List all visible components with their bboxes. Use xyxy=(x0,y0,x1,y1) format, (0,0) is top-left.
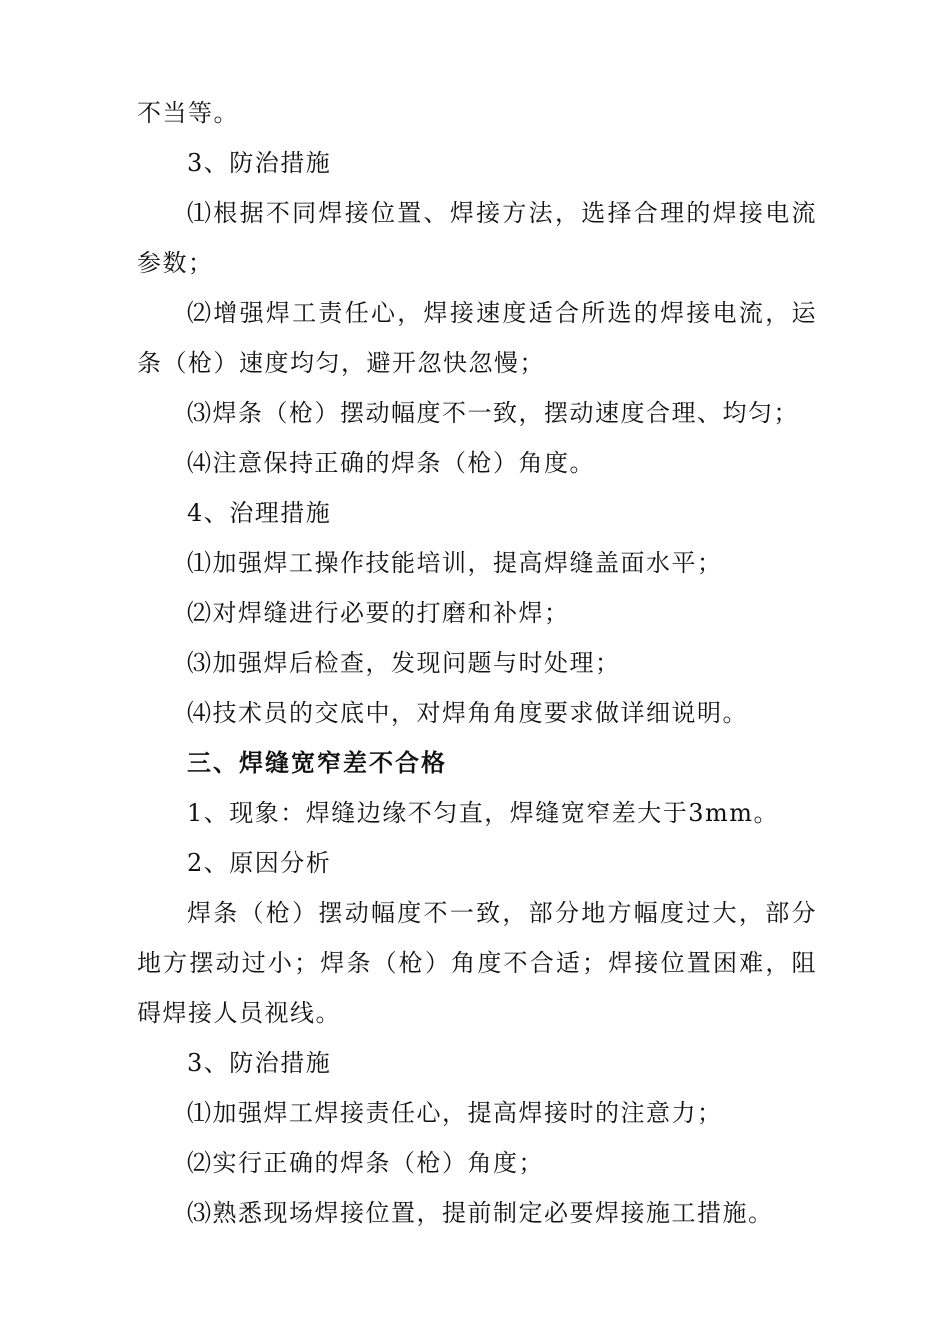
paragraph-continuation: 不当等。 xyxy=(137,99,239,127)
list-item: ⑵增强焊工责任心，焊接速度适合所选的焊接电流，运条（枪）速度均匀，避开忽快忽慢； xyxy=(137,299,817,377)
list-item: ⑶熟悉现场焊接位置，提前制定必要焊接施工措施。 xyxy=(187,1199,774,1227)
phenomenon-paragraph: 1、现象：焊缝边缘不匀直，焊缝宽窄差大于3mm。 xyxy=(187,799,780,827)
list-item: ⑷技术员的交底中，对焊角角度要求做详细说明。 xyxy=(187,699,748,727)
list-item: ⑴加强焊工焊接责任心，提高焊接时的注意力； xyxy=(187,1099,723,1127)
list-item: ⑷注意保持正确的焊条（枪）角度。 xyxy=(187,449,595,477)
section-heading-cause: 2、原因分析 xyxy=(187,849,332,877)
section-heading-prevention: 3、防治措施 xyxy=(187,1049,332,1077)
list-item: ⑵对焊缝进行必要的打磨和补焊； xyxy=(187,599,570,627)
list-item: ⑶加强焊后检查，发现问题与时处理； xyxy=(187,649,621,677)
list-item: ⑴加强焊工操作技能培训，提高焊缝盖面水平； xyxy=(187,549,723,577)
list-item: ⑴根据不同焊接位置、焊接方法，选择合理的焊接电流参数； xyxy=(137,199,817,277)
chapter-heading: 三、焊缝宽窄差不合格 xyxy=(187,749,447,777)
section-heading-treatment: 4、治理措施 xyxy=(187,499,332,527)
list-item: ⑵实行正确的焊条（枪）角度； xyxy=(187,1149,544,1177)
cause-paragraph: 焊条（枪）摆动幅度不一致，部分地方幅度过大，部分地方摆动过小；焊条（枪）角度不合适；焊接位置困难，阻碍焊接人员视线。 xyxy=(137,899,817,1027)
section-heading-prevention: 3、防治措施 xyxy=(187,149,332,177)
list-item: ⑶焊条（枪）摆动幅度不一致，摆动速度合理、均匀； xyxy=(187,399,799,427)
